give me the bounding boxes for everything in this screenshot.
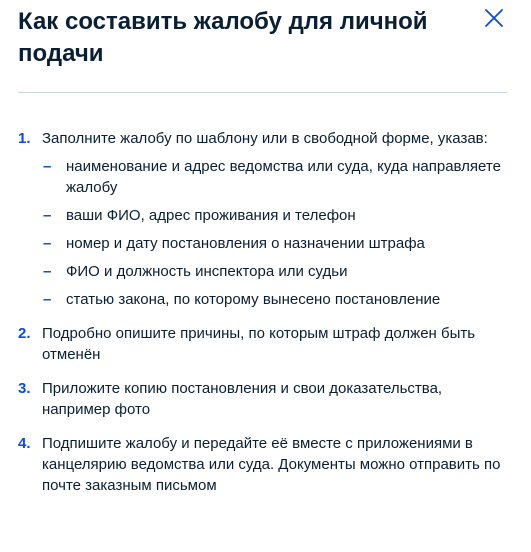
steps-list [18,128,508,509]
list-item-text: статью закона, по которому вынесено постановление [66,291,441,308]
list-item-text: ФИО и должность инспектора или судьи [66,263,348,280]
step-number: 3. [18,380,31,397]
dash-marker: – [43,207,52,224]
dash-marker: – [43,235,52,252]
dash-marker: – [43,263,52,280]
close-icon [483,7,505,29]
dash-marker: – [43,291,52,308]
list-item-text: наименование и адрес ведомства или суда, куда направляете жалобу [66,158,501,196]
list-item [42,205,508,226]
step-text: Подробно опишите причины, по которым штраф должен быть отменён [42,325,476,363]
step-text: Подпишите жалобу и передайте её вместе с приложениями в канцелярию ведомства или суда. Документы можно отправить по почте заказным письмом [42,435,501,494]
list-item [42,156,508,198]
close-button[interactable] [483,7,505,29]
list-item [42,289,508,310]
list-item-text: номер и дату постановления о назначении штрафа [66,235,425,252]
list-item [42,233,508,254]
list-item-text: ваши ФИО, адрес проживания и телефон [66,207,356,224]
step-item [18,433,508,496]
step-item [18,128,508,310]
step-item [18,378,508,420]
step-number: 2. [18,325,31,342]
required-fields-list [42,156,508,310]
list-item [42,261,508,282]
step-item [18,323,508,365]
step-text: Приложите копию постановления и свои доказательства, например фото [42,380,443,418]
modal-title: Как составить жалобу для личной подачи [18,8,428,67]
title-divider [18,92,507,93]
step-number: 4. [18,435,31,452]
dash-marker: – [43,158,52,175]
step-number: 1. [18,130,31,147]
step-text: Заполните жалобу по шаблону или в свободной форме, указав: [42,130,488,147]
